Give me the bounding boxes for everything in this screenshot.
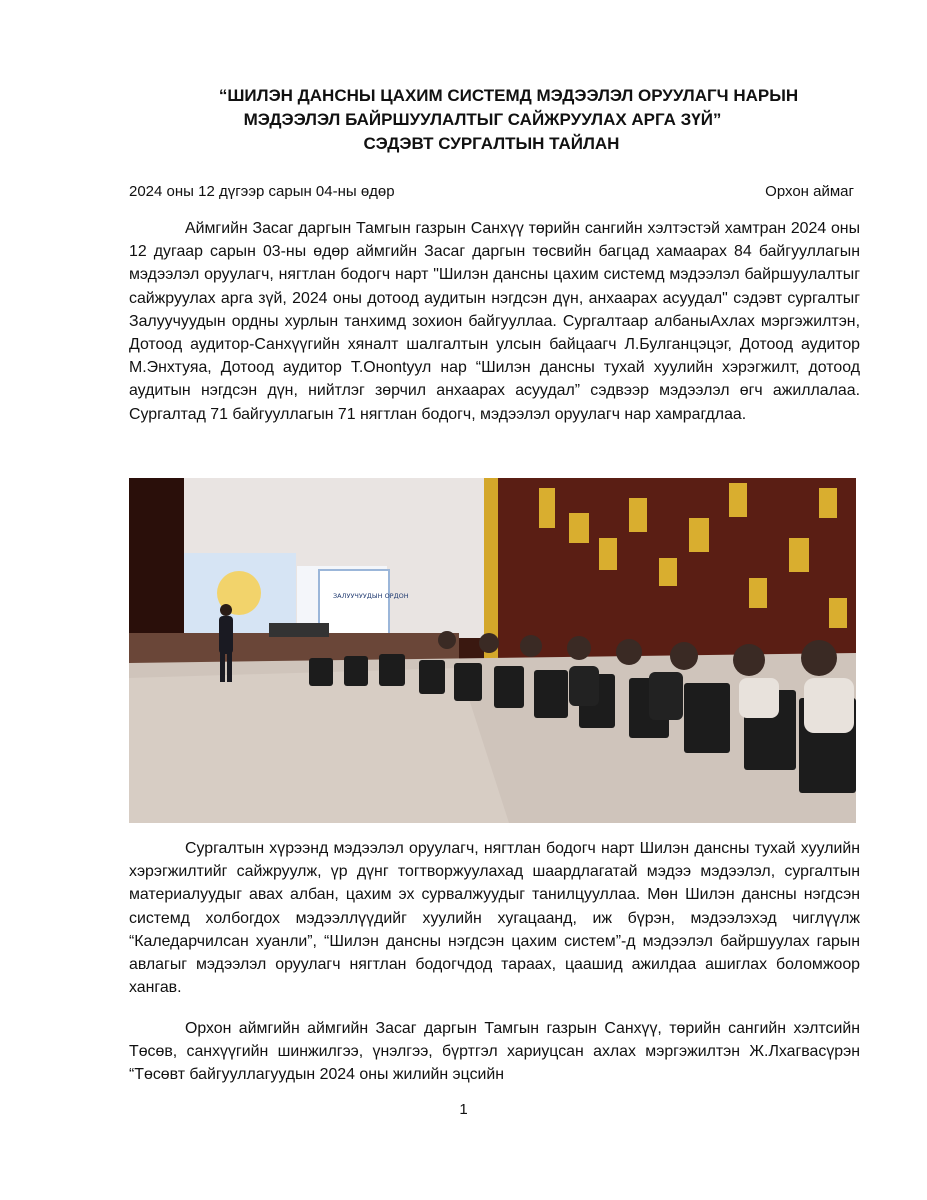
title-line-2: МЭДЭЭЛЭЛ БАЙРШУУЛАЛТЫГ САЙЖРУУЛАХ АРГА ЗҮЙ” xyxy=(243,110,722,129)
report-location: Орхон аймаг xyxy=(765,183,854,200)
paragraph-3: Орхон аймгийн аймгийн Засаг даргын Тамгын газрын Санхүү, төрийн сангийн хэлтсийн Төсөв, санхүүгийн шинжилгээ, үнэлгээ, бүртгэл хариуцсан ахлах мэргэжилтэн Ж.Лхагвасүрэн “Төсөвт байгууллагуудын 2024 оны жилийн эцсийн xyxy=(129,1020,860,1084)
paragraph-2: Сургалтын хүрээнд мэдээлэл оруулагч, нягтлан бодогч нарт Шилэн дансны тухай хуулийн хэрэгжилтийг сайжруулж, үр дүнг тогтворжуулахад шаардлагатай мэдээ мэдээлэл, сургалтын материалуудыг авах албан, цахим эх сурвалжуудыг танилцууллаа. Мөн Шилэн дансны нэгдсэн системд холбогдох мэдээллүүдийг хуулийн хугацаанд, иж бүрэн, мэдээлэхэд чиглүүлж “Каледарчилсан хуанли”, “Шилэн дансны нэгдсэн цахим систем”-д мэдээлэл байршуулах гарын авлагыг мэдээлэл оруулагч нягтлан бодогчдод тараах, цаашид ажилдаа ашиглах боломжоор хангав. xyxy=(129,840,860,997)
screen-text: ЗАЛУУЧУУДЫН ОРДОН xyxy=(333,592,409,600)
paragraph-1: Аймгийн Засаг даргын Тамгын газрын Санхүү төрийн сангийн хэлтэстэй хамтран 2024 оны 12 дугаар сарын 03-ны өдөр аймгийн Засаг даргын төсвийн багцад хамаарах 84 байгууллагын мэдээлэл оруулагч, нягтлан бодогч нарт "Шилэн дансны цахим системд мэдээлэл байршуулалтыг сайжруулах арга зүй, 2024 оны дотоод аудитын нэгдсэн дүн, анхаарах асуудал" сэдэвт сургалтыг Залуучуудын ордны хурлын танхимд зохион байгууллаа. Сургалтаар албаныАхлах мэргэжилтэн, Дотоод аудитор-Санхүүгийн хяналт шалгалтын улсын байцаагч Л.Булганцэцэг, Дотоод аудитор М.Энхтуяа, Дотоод аудитор Т.Онontуул нар “Шилэн дансны тухай хуулийн хэрэгжилт, дотоод аудитын нэгдсэн дүн, нийтлэг зөрчил анхаарах асуудал” сэдвээр мэдээлэл өгч ажиллалаа. Сургалтад 71 байгууллагын 71 нягтлан бодогч, мэдээлэл оруулагч нар хамрагдлаа. xyxy=(129,220,860,423)
page-number: 1 xyxy=(459,1101,468,1118)
training-event-photo xyxy=(129,478,856,823)
title-line-3: СЭДЭВТ СУРГАЛТЫН ТАЙЛАН xyxy=(363,134,620,153)
title-line-1: “ШИЛЭН ДАНСНЫ ЦАХИМ СИСТЕМД МЭДЭЭЛЭЛ ОРУУЛАГЧ НАРЫН xyxy=(218,86,799,105)
report-title xyxy=(0,84,927,156)
report-date: 2024 оны 12 дүгээр сарын 04-ны өдөр xyxy=(129,183,395,200)
